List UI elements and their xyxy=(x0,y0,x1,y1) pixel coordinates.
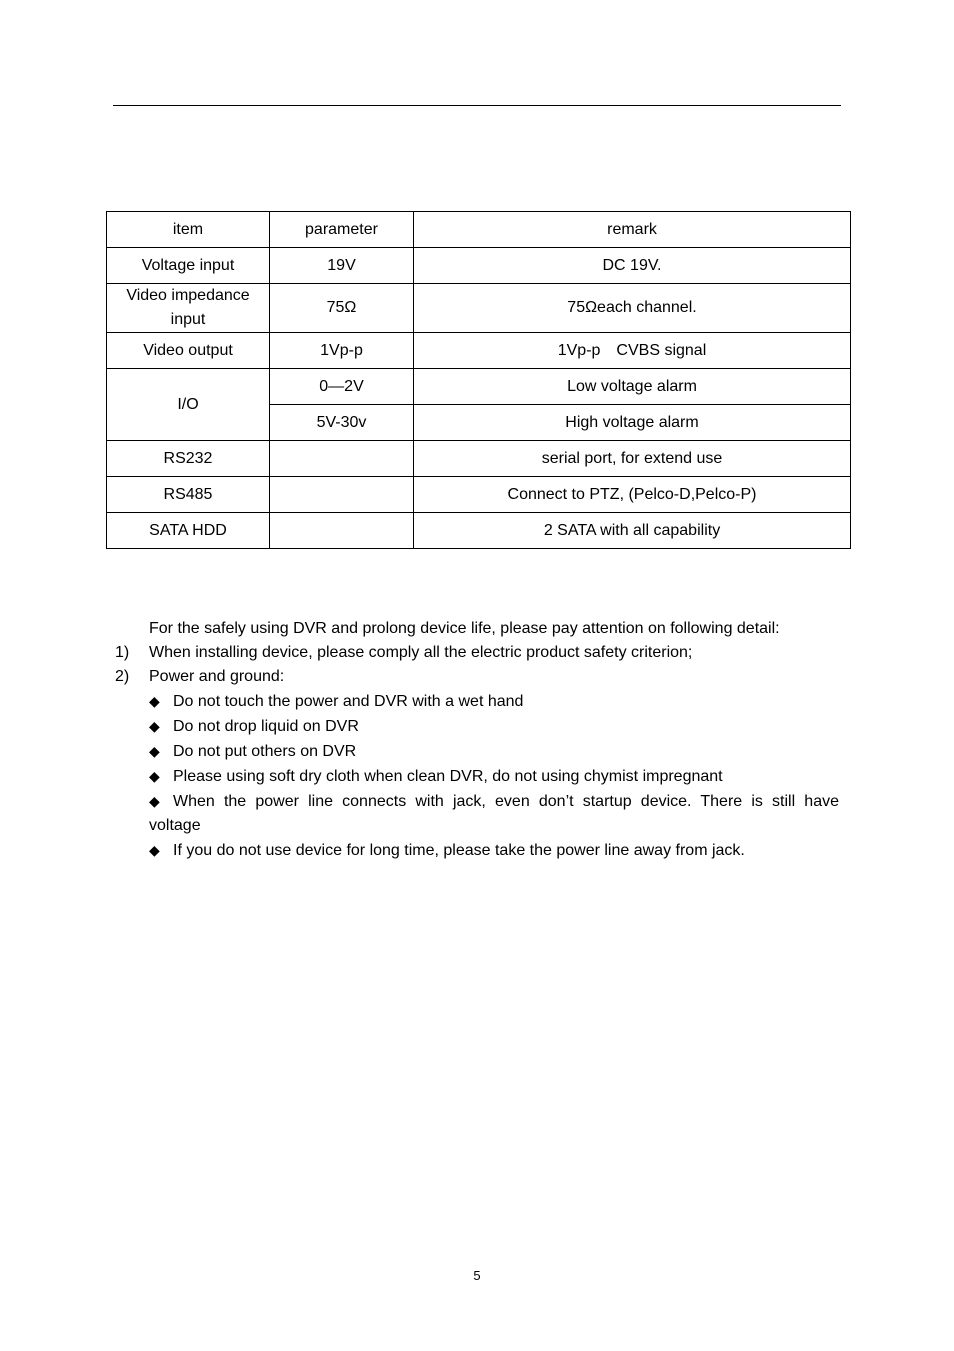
diamond-bullet-icon: ◆ xyxy=(149,793,160,809)
bullet-item xyxy=(113,739,839,764)
cell-item: RS232 xyxy=(107,441,270,477)
cell-item: RS485 xyxy=(107,477,270,513)
list-number: 2) xyxy=(115,668,130,685)
list-item xyxy=(113,641,839,665)
cell-remark: serial port, for extend use xyxy=(414,441,851,477)
table-row xyxy=(107,441,851,477)
cell-parameter xyxy=(270,477,414,513)
cell-remark: DC 19V. xyxy=(414,248,851,284)
table-row xyxy=(107,477,851,513)
list-text: When installing device, please comply all the electric product safety criterion; xyxy=(149,644,693,661)
table-row xyxy=(107,333,851,369)
table-row xyxy=(107,369,851,405)
list-item xyxy=(113,665,839,689)
cell-remark: 1Vp-p CVBS signal xyxy=(414,333,851,369)
cell-remark: 75Ωeach channel. xyxy=(414,284,851,333)
cell-parameter: 5V-30v xyxy=(270,405,414,441)
list-text: Power and ground: xyxy=(149,668,285,685)
diamond-bullet-icon: ◆ xyxy=(149,768,160,784)
bullet-text: Do not touch the power and DVR with a wet hand xyxy=(173,693,524,710)
cell-parameter: 0—2V xyxy=(270,369,414,405)
bullet-item xyxy=(113,689,839,714)
bullet-text: When the power line connects with jack, even don’t startup device. There is still have xyxy=(173,793,839,810)
cell-remark: Low voltage alarm xyxy=(414,369,851,405)
cell-item: Voltage input xyxy=(107,248,270,284)
cell-item: SATA HDD xyxy=(107,513,270,549)
spec-table xyxy=(106,211,851,549)
safety-notes xyxy=(113,617,839,863)
cell-parameter: 19V xyxy=(270,248,414,284)
bullet-item xyxy=(113,838,839,863)
table-header-row xyxy=(107,212,851,248)
diamond-bullet-icon: ◆ xyxy=(149,718,160,734)
bullet-item xyxy=(113,789,839,814)
bullet-text: If you do not use device for long time, please take the power line away from jack. xyxy=(173,842,745,859)
bullet-text: Please using soft dry cloth when clean DVR, do not using chymist impregnant xyxy=(173,768,723,785)
cell-remark: 2 SATA with all capability xyxy=(414,513,851,549)
bullet-item xyxy=(113,764,839,789)
header-parameter: parameter xyxy=(270,212,414,248)
diamond-bullet-icon: ◆ xyxy=(149,693,160,709)
header-item: item xyxy=(107,212,270,248)
cell-item: Video output xyxy=(107,333,270,369)
cell-parameter xyxy=(270,441,414,477)
list-number: 1) xyxy=(115,644,130,661)
cell-remark: Connect to PTZ, (Pelco-D,Pelco-P) xyxy=(414,477,851,513)
cell-remark: High voltage alarm xyxy=(414,405,851,441)
cell-parameter: 1Vp-p xyxy=(270,333,414,369)
bullet-continuation: voltage xyxy=(149,817,201,834)
cell-item: Video impedance input xyxy=(107,284,270,333)
header-rule xyxy=(113,105,841,106)
table-row xyxy=(107,284,851,333)
bullet-text: Do not put others on DVR xyxy=(173,743,357,760)
table-row xyxy=(107,513,851,549)
cell-item: I/O xyxy=(107,369,270,441)
bullet-text: Do not drop liquid on DVR xyxy=(173,718,359,735)
page-number: 5 xyxy=(473,1268,481,1283)
bullet-item xyxy=(113,714,839,739)
table-row xyxy=(107,248,851,284)
header-remark: remark xyxy=(414,212,851,248)
cell-parameter xyxy=(270,513,414,549)
diamond-bullet-icon: ◆ xyxy=(149,743,160,759)
cell-parameter: 75Ω xyxy=(270,284,414,333)
diamond-bullet-icon: ◆ xyxy=(149,842,160,858)
notes-intro: For the safely using DVR and prolong device life, please pay attention on following detail: xyxy=(149,620,780,637)
